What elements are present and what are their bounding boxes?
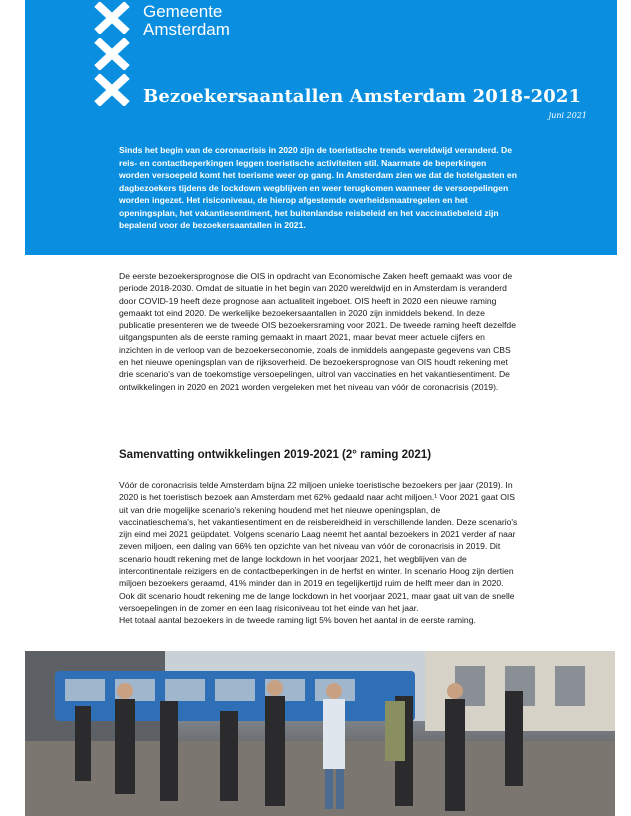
- body-paragraph-1: De eerste bezoekersprognose die OIS in opdracht van Economische Zaken heeft gemaakt was voor de periode 2018-2030. Omdat de situatie in het begin van 2020 wereldwijd en in Amsterdam is veranderd door COVID-19 heeft deze prognose aan actualiteit ingeboet. OIS heeft in 2020 een nieuwe raming gemaakt tot eind 2020. De werkelijke bezoekersaantallen in 2020 zijn inmiddels bekend. In deze publicatie presenteren we de tweede OIS bezoekersraming voor 2021. De tweede raming heeft dezelfde uitgangspunten als de eerste raming gemaakt in maart 2021, maar bevat meer actuele cijfers en inzichten in de verloop van de bezoekerseconomie, zoals de inmiddels aangepaste gegevens van CBS en het nieuwe openingsplan van de rijksoverheid. De bezoekersprognose van OIS houdt rekening met drie scenario's van de toekomstige versoepelingen, uitrol van vaccinaties en het vakantiesentiment. De ontwikkelingen in 2020 en 2021 worden vergeleken met het niveau van vóór de coronacrisis (2019).: [119, 271, 516, 392]
- cross-icon: [93, 74, 131, 106]
- body-paragraph-2-block: [119, 479, 519, 627]
- publication-date: juni 2021: [548, 111, 587, 120]
- municipality-line-2: Amsterdam: [143, 20, 230, 39]
- page-title: Bezoekersaantallen Amsterdam 2018-2021: [143, 86, 582, 107]
- street-scene-photo: [25, 651, 615, 816]
- municipality-name: [143, 3, 230, 39]
- amsterdam-logo: [93, 2, 133, 110]
- header-banner: [25, 0, 617, 255]
- intro-paragraph: Sinds het begin van de coronacrisis in 2020 zijn de toeristische trends wereldwijd veranderd. De reis- en contactbeperkingen leggen toeristische activiteiten stil. Naarmate de beperkingen worden versoepeld komt het toerisme weer op gang. In Amsterdam zien we dat de hotelgasten en dagbezoekers tijdens de lockdown wegblijven en weer terugkomen wanneer de versoepelingen worden ingezet. Het risiconiveau, de hierop afgestemde overheidsmaatregelen en het openingsplan, het vakantiesentiment, het buitenlandse reisbeleid en het vaccinatiebeleid zijn bepalend voor de bezoekersaantallen in 2021.: [119, 145, 517, 230]
- body-paragraph-2-last: Het totaal aantal bezoekers in de tweede raming ligt 5% boven het aantal in de eerste raming.: [119, 615, 476, 626]
- municipality-line-1: Gemeente: [143, 2, 223, 21]
- cross-icon: [93, 38, 131, 70]
- cross-icon: [93, 2, 131, 34]
- body-paragraph-2: Vóór de coronacrisis telde Amsterdam bijna 22 miljoen unieke toeristische bezoekers per jaar (2019). In 2020 is het toeristisch bezoek aan Amsterdam met 62% gedaald naar acht miljoen.¹ Voor 2021 gaat OIS uit van drie mogelijke scenario's rekening houdend met het nieuwe openingsplan, de vaccinatieschema's, het vakantiesentiment en de reisbereidheid in verschillende landen. Deze scenario's zijn eind mei 2021 geüpdatet. Volgens scenario Laag neemt het aantal bezoekers in 2021 verder af naar zeven miljoen, een daling van 66% ten opzichte van het niveau van vóór de coronacrisis in 2019. Dit scenario houdt rekening met de lange lockdown in het voorjaar 2021, het wegblijven van de intercontinentale reizigers en de contactbeperkingen in de herfst en winter. In scenario Hoog zijn dertien miljoen bezoekers geraamd, 41% minder dan in 2019 en tegelijkertijd ruim de helft meer dan in 2020. Ook dit scenario houdt rekening me de lange lockdown in het voorjaar 2021, maar gaat uit van de snelle versoepelingen in de zomer en een laag risiconiveau tot het einde van het jaar.: [119, 480, 518, 613]
- street-scene-illustration: [25, 651, 615, 816]
- section-heading: Samenvatting ontwikkelingen 2019-2021 (2° raming 2021): [119, 449, 432, 461]
